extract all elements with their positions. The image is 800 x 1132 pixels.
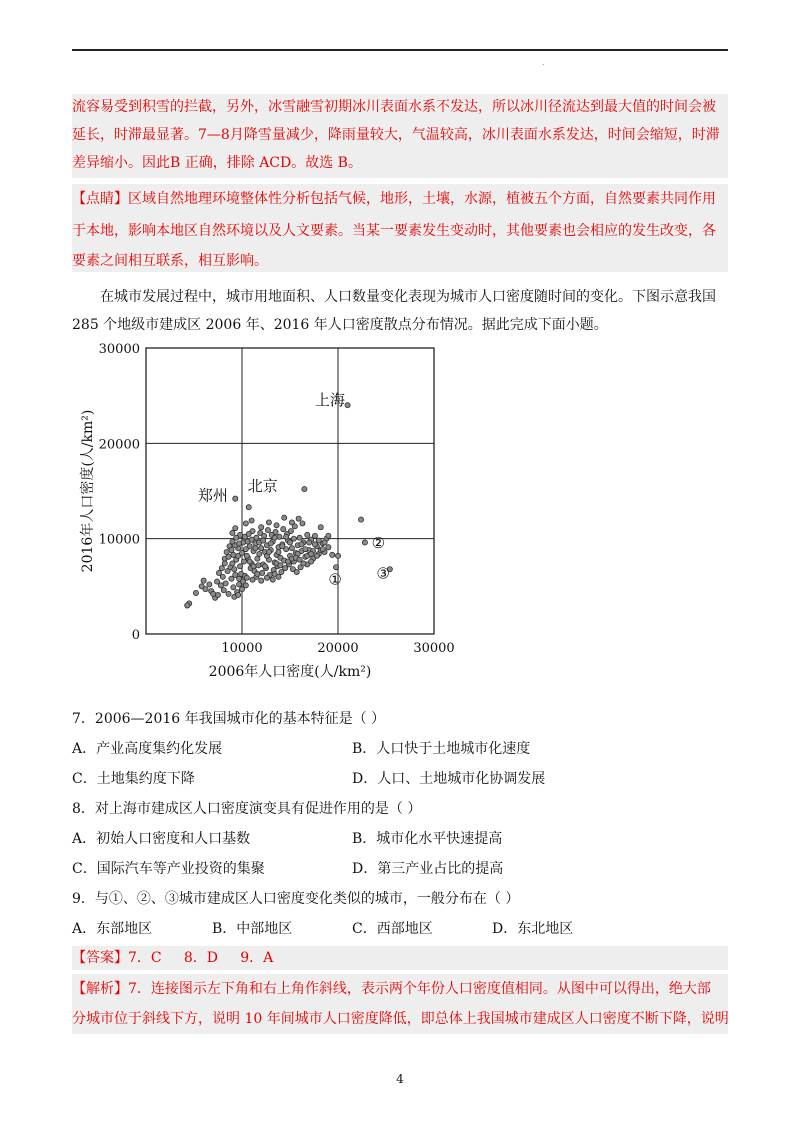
data-point bbox=[284, 534, 289, 539]
data-point bbox=[276, 549, 281, 554]
data-point bbox=[362, 540, 367, 545]
page-number: 4 bbox=[396, 1072, 404, 1086]
data-point bbox=[207, 582, 212, 587]
point-label: 郑州 bbox=[197, 486, 228, 505]
q8-option-d[interactable]: D．第三产业占比的提高 bbox=[352, 861, 504, 877]
data-point bbox=[288, 528, 293, 533]
data-point bbox=[259, 525, 264, 530]
data-point bbox=[236, 592, 241, 597]
data-point bbox=[281, 527, 286, 532]
q9-option-c[interactable]: C．西部地区 bbox=[352, 921, 433, 937]
data-point bbox=[185, 603, 190, 608]
data-point bbox=[294, 569, 299, 574]
x-tick-label: 30000 bbox=[413, 641, 455, 656]
data-point bbox=[244, 553, 249, 558]
data-point bbox=[307, 540, 312, 545]
data-point bbox=[219, 566, 224, 571]
data-point bbox=[303, 547, 308, 552]
data-point bbox=[259, 578, 264, 583]
data-point bbox=[320, 547, 325, 552]
data-point bbox=[232, 567, 237, 572]
data-point bbox=[255, 571, 260, 576]
data-point bbox=[237, 541, 242, 546]
data-point bbox=[261, 538, 266, 543]
solution-line-1: 流容易受到积雪的拦截，另外，冰雪融雪初期冰川表面水系不发达，所以冰川径流达到最大值的时间会被 bbox=[72, 99, 716, 115]
x-tick-label: 20000 bbox=[317, 641, 359, 656]
data-point bbox=[262, 564, 267, 569]
data-point bbox=[291, 536, 296, 541]
data-point bbox=[226, 591, 231, 596]
data-point bbox=[253, 546, 258, 551]
data-point bbox=[335, 553, 340, 558]
data-point bbox=[309, 559, 314, 564]
data-point bbox=[289, 520, 294, 525]
data-point bbox=[249, 518, 254, 523]
data-point bbox=[226, 554, 231, 559]
scatter-svg bbox=[72, 336, 472, 686]
q8-option-c[interactable]: C．国际汽车等产业投资的集聚 bbox=[72, 861, 265, 877]
data-point bbox=[193, 590, 198, 595]
data-point bbox=[230, 530, 235, 535]
data-point bbox=[302, 486, 307, 491]
comment-tag: 【点睛】 bbox=[72, 191, 128, 207]
q9-option-a[interactable]: A．东部地区 bbox=[72, 921, 153, 937]
x-tick-label: 10000 bbox=[221, 641, 263, 656]
q9-option-b[interactable]: B．中部地区 bbox=[212, 921, 293, 937]
question-7: 7．2006—2016 年我国城市化的基本特征是（ ） bbox=[72, 711, 386, 727]
answer-tag: 【答案】 bbox=[72, 950, 128, 966]
data-point bbox=[233, 526, 238, 531]
point-label: ③ bbox=[376, 564, 390, 583]
data-point bbox=[318, 525, 323, 530]
data-point bbox=[266, 549, 271, 554]
data-point bbox=[268, 541, 273, 546]
analysis-line-2: 分城市位于斜线下方，说明 10 年间城市人口密度降低，即总体上我国城市建成区人口密度不断下降，说明 bbox=[72, 1011, 729, 1027]
data-point bbox=[257, 551, 262, 556]
data-point bbox=[222, 561, 227, 566]
data-point bbox=[251, 564, 256, 569]
data-point bbox=[299, 542, 304, 547]
data-point bbox=[250, 528, 255, 533]
point-label: ① bbox=[328, 570, 342, 589]
plot-frame bbox=[146, 348, 434, 634]
header-rule bbox=[72, 49, 728, 51]
data-point bbox=[243, 521, 248, 526]
data-point bbox=[223, 581, 228, 586]
data-point bbox=[215, 592, 220, 597]
q8-option-b[interactable]: B．城市化水平快速提高 bbox=[352, 831, 503, 847]
data-point bbox=[326, 545, 331, 550]
y-axis-label: 2016年人口密度(人/km²) bbox=[80, 409, 96, 573]
point-郑州 bbox=[233, 496, 238, 501]
data-point bbox=[289, 546, 294, 551]
intro-line-2: 285 个地级市建成区 2006 年、2016 年人口密度散点分布情况。据此完成下面小题。 bbox=[72, 317, 608, 333]
data-point bbox=[272, 571, 277, 576]
data-point bbox=[273, 529, 278, 534]
y-tick-label: 20000 bbox=[98, 437, 140, 453]
data-point bbox=[211, 591, 216, 596]
data-point bbox=[326, 533, 331, 538]
answer-line bbox=[72, 949, 273, 967]
data-point bbox=[254, 535, 259, 540]
data-point bbox=[272, 535, 277, 540]
data-point bbox=[270, 577, 275, 582]
data-point bbox=[203, 587, 208, 592]
data-point bbox=[214, 579, 219, 584]
data-point bbox=[231, 585, 236, 590]
analysis-tag: 【解析】 bbox=[72, 981, 128, 997]
comment-text-1: 区域自然地理环境整体性分析包括气候，地形，土壤，水源，植被五个方面，自然要素共同作用 bbox=[128, 191, 716, 207]
data-point bbox=[278, 563, 283, 568]
point-label: 上海 bbox=[314, 391, 345, 410]
data-point bbox=[244, 575, 249, 580]
y-tick-label: 0 bbox=[131, 628, 140, 643]
solution-line-2: 延长，时滞最显著。7—8月降雪量减少，降雨量较大，气温较高，冰川表面水系发达，时间会缩短，时滞 bbox=[72, 127, 720, 143]
point-label: 北京 bbox=[247, 477, 278, 495]
data-point bbox=[261, 533, 266, 538]
data-point bbox=[237, 564, 242, 569]
data-point bbox=[264, 575, 269, 580]
data-point bbox=[333, 565, 338, 570]
data-point bbox=[221, 588, 226, 593]
data-point bbox=[316, 538, 321, 543]
data-point bbox=[301, 561, 306, 566]
data-point bbox=[300, 521, 305, 526]
y-tick-label: 10000 bbox=[98, 532, 140, 548]
data-point bbox=[330, 552, 335, 557]
point-上海 bbox=[345, 403, 350, 408]
answer-text: 7．C 8．D 9．A bbox=[128, 950, 274, 966]
data-point bbox=[247, 559, 252, 564]
data-point bbox=[256, 563, 261, 568]
question-9: 9．与①、②、③城市建成区人口密度变化类似的城市，一般分布在（ ） bbox=[72, 891, 520, 907]
data-point bbox=[229, 548, 234, 553]
data-point bbox=[314, 553, 319, 558]
analysis-line-1 bbox=[72, 980, 711, 998]
data-point bbox=[274, 523, 279, 528]
data-point bbox=[265, 527, 270, 532]
data-point bbox=[266, 520, 271, 525]
data-point bbox=[309, 551, 314, 556]
data-point bbox=[216, 570, 221, 575]
q7-option-c[interactable]: C．土地集约度下降 bbox=[72, 771, 195, 787]
analysis-text-1: 7．连接图示左下角和右上角作斜线，表示两个年份人口密度值相同。从图中可以得出，绝大部 bbox=[128, 981, 711, 997]
q7-option-a[interactable]: A．产业高度集约化发展 bbox=[72, 741, 223, 757]
q9-option-d[interactable]: D．东北地区 bbox=[492, 921, 574, 937]
q7-option-d[interactable]: D．人口、土地城市化协调发展 bbox=[352, 771, 546, 787]
data-point bbox=[282, 515, 287, 520]
q7-option-b[interactable]: B．人口快于土地城市化速度 bbox=[352, 741, 531, 757]
data-point bbox=[305, 532, 310, 537]
scatter-chart bbox=[72, 336, 472, 686]
data-point bbox=[260, 570, 265, 575]
data-point bbox=[249, 537, 254, 542]
comment-line-3: 要素之间相互联系，相互影响。 bbox=[72, 253, 268, 269]
comment-line-1 bbox=[72, 190, 716, 208]
question-8: 8．对上海市建成区人口密度演变具有促进作用的是（ ） bbox=[72, 801, 422, 817]
data-point bbox=[243, 583, 248, 588]
q8-option-a[interactable]: A．初始人口密度和人口基数 bbox=[72, 831, 251, 847]
data-point bbox=[358, 517, 363, 522]
data-point bbox=[280, 544, 285, 549]
point-北京 bbox=[246, 505, 251, 510]
point-label: ② bbox=[371, 534, 386, 553]
solution-line-3: 差异缩小。因此B 正确，排除 ACD。故选 B。 bbox=[72, 155, 362, 171]
x-axis-label: 2006年人口密度(人/km²) bbox=[208, 664, 372, 680]
data-point bbox=[322, 540, 327, 545]
data-point bbox=[296, 516, 301, 521]
data-point bbox=[312, 533, 317, 538]
y-tick-label: 30000 bbox=[98, 342, 140, 357]
intro-line-1: 在城市发展过程中，城市用地面积、人口数量变化表现为城市人口密度随时间的变化。下图示意我国 bbox=[100, 289, 716, 305]
comment-line-2: 于本地，影响本地区自然环境以及人文要素。当某一要素发生变动时，其他要素也会相应的发生改变，各 bbox=[72, 223, 716, 239]
data-point bbox=[277, 534, 282, 539]
data-point bbox=[297, 535, 302, 540]
header-mark: . bbox=[542, 58, 545, 67]
data-point bbox=[201, 578, 206, 583]
